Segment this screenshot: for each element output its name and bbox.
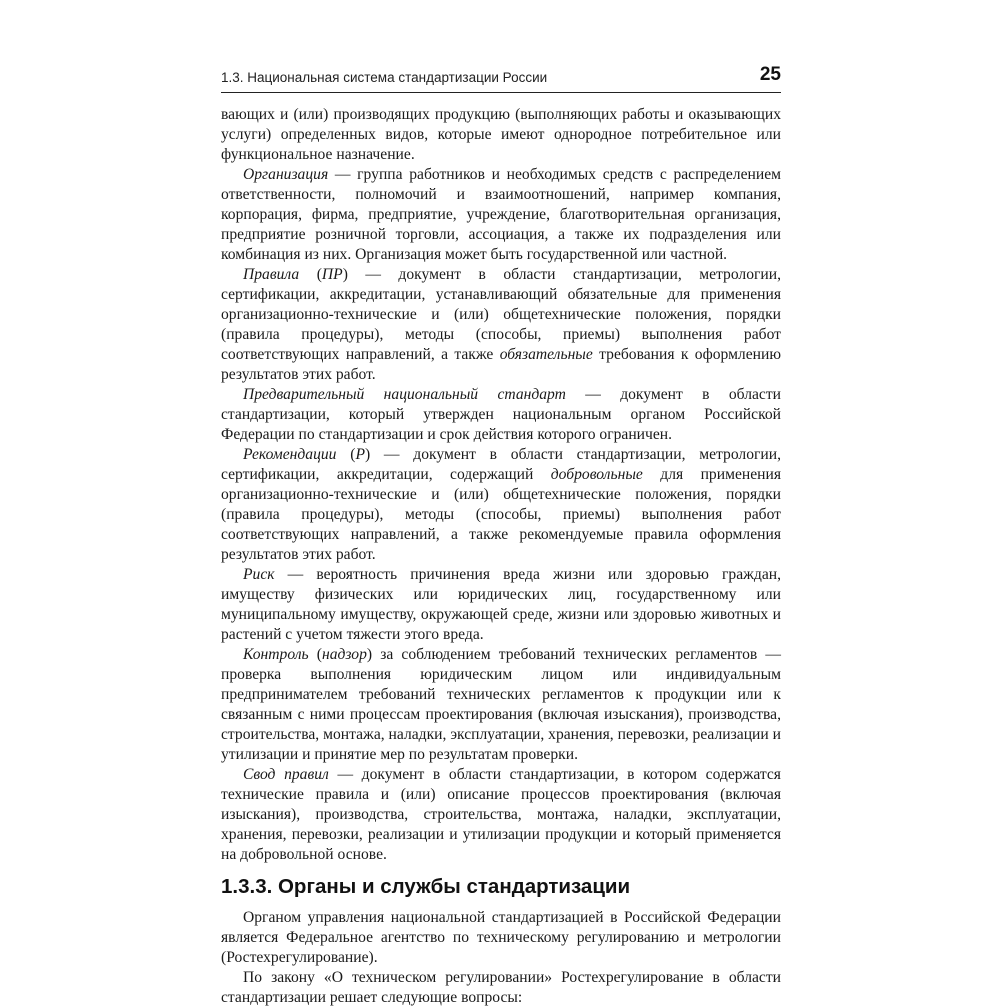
term-risk: Риск bbox=[243, 566, 275, 583]
term-code-of-rules: Свод правил bbox=[243, 766, 329, 783]
running-title: 1.3. Национальная система стандартизации России bbox=[221, 70, 548, 85]
term-preliminary-standard: Предварительный национальный стандарт bbox=[243, 386, 566, 403]
definition-rules: Правила (ПР) — документ в области стандартизации, метрологии, сертификации, аккредитации, устанавливающий обязательные для применения организационно-технические и (или) общетехнические положения, порядки (правила процедуры), методы (способы, приемы) выполнения работ соответствующих направлений, а также обязательные требования к оформлению результатов этих работ. bbox=[221, 266, 781, 383]
definition-preliminary-standard: Предварительный национальный стандарт — документ в области стандартизации, который утвержден национальным органом Российской Федерации по стандартизации и срок действия которого ограничен. bbox=[221, 386, 781, 443]
paragraph-continuation: вающих и (или) производящих продукцию (выполняющих работы и оказывающих услуги) определенных видов, которые имеют однородное потребительное или функциональное назначение. bbox=[221, 106, 781, 163]
definition-risk: Риск — вероятность причинения вреда жизни или здоровью граждан, имуществу физических или юридических лиц, государственному или муниципальному имуществу, окружающей среде, жизни или здоровью животных и растений с учетом тяжести этого вреда. bbox=[221, 566, 781, 643]
section-heading: 1.3.3. Органы и службы стандартизации bbox=[221, 875, 631, 898]
page-body bbox=[221, 105, 781, 1008]
page-number: 25 bbox=[759, 64, 781, 85]
definition-control: Контроль (надзор) за соблюдением требований технических регламентов — проверка выполнения юридическим лицом или индивидуальным предпринимателем требований технических регламентов к продукции или к связанным с ними процессам проектирования (включая изыскания), производства, строительства, монтажа, наладки, эксплуатации, хранения, перевозки, реализации и утилизации и принятие мер по результатам проверки. bbox=[221, 646, 781, 763]
term-recommendations: Рекомендации bbox=[243, 446, 337, 463]
definition-organization: Организация — группа работников и необходимых средств с распределением ответственности, полномочий и взаимоотношений, например компания, корпорация, фирма, предприятие, учреждение, благотворительная организация, предприятие розничной торговли, ассоциация, а также их подразделения или комбинация из них. Организация может быть государственной или частной. bbox=[221, 166, 781, 263]
term-organization: Организация bbox=[243, 166, 329, 183]
definition-code-of-rules: Свод правил — документ в области стандартизации, в котором содержатся технические правила и (или) описание процессов проектирования (включая изыскания), производства, строительства, монтажа, наладки, эксплуатации, хранения, перевозки, реализации и утилизации продукции и который применяется на добровольной основе. bbox=[221, 766, 781, 863]
definition-recommendations: Рекомендации (Р) — документ в области стандартизации, метрологии, сертификации, аккредитации, содержащий добровольные для применения организационно-технические и (или) общетехнические положения, порядки (правила процедуры), методы (способы, приемы) выполнения работ соответствующих направлений, а также рекомендуемые правила оформления результатов этих работ. bbox=[221, 446, 781, 563]
section-law-paragraph: По закону «О техническом регулировании» Ростехрегулирование в области стандартизации решает следующие вопросы: bbox=[221, 969, 781, 1006]
term-control: Контроль bbox=[243, 646, 309, 663]
running-header bbox=[221, 64, 781, 93]
section-intro: Органом управления национальной стандартизацией в Российской Федерации является Федеральное агентство по техническому регулированию и метрологии (Ростехрегулирование). bbox=[221, 909, 781, 966]
term-rules: Правила bbox=[243, 266, 300, 283]
